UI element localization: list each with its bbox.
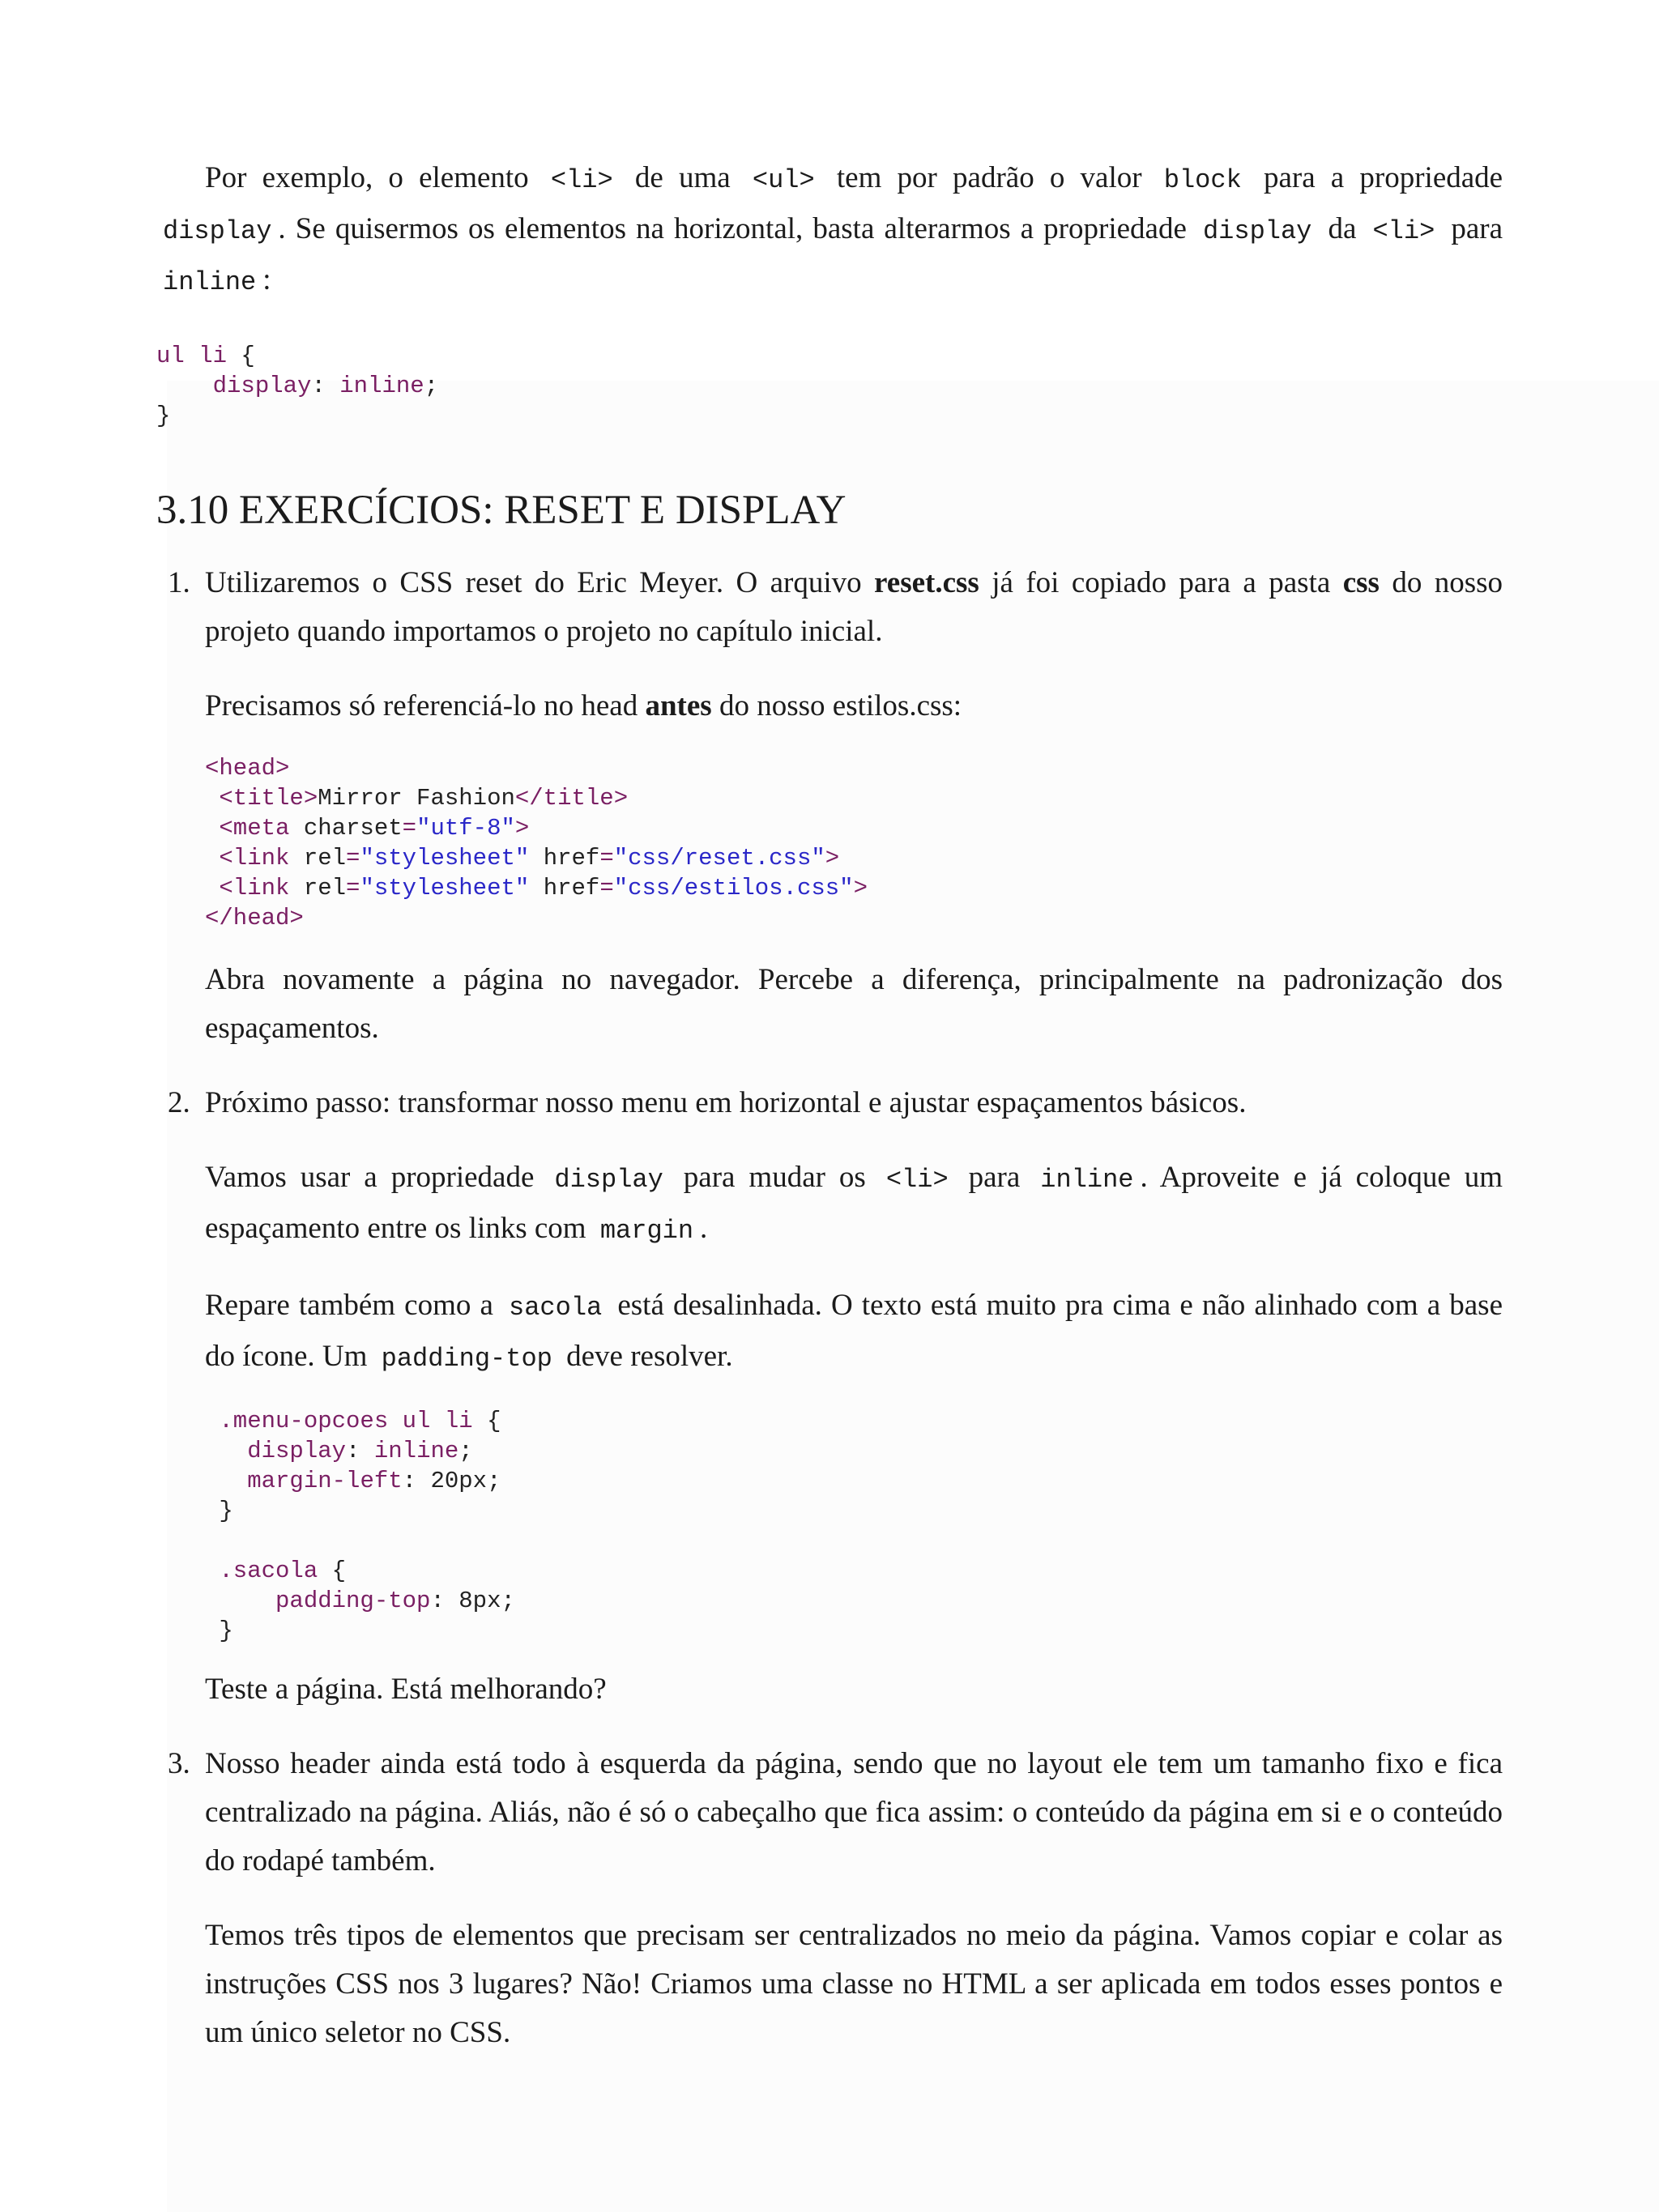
- exercise-paragraph: Próximo passo: transformar nosso menu em horizontal e ajustar espaçamentos básicos.: [205, 1086, 1247, 1119]
- text: do nosso projeto quando importamos o projeto no capítulo inicial.: [205, 566, 1503, 648]
- text: está desalinhada. O texto está muito pra cima e não alinhado com a base do ícone. Um: [205, 1289, 1503, 1373]
- code-punct: :: [346, 1438, 374, 1464]
- exercise-item-1: [156, 559, 1503, 1053]
- code-value: 20px: [430, 1468, 488, 1494]
- code-text: Mirror Fashion: [318, 785, 515, 812]
- inline-code-li: <li>: [550, 165, 613, 195]
- code-attr: charset: [289, 815, 403, 842]
- code-punct: :: [430, 1588, 459, 1614]
- code-selector: .sacola: [219, 1558, 318, 1584]
- code-string: "stylesheet": [360, 875, 530, 901]
- code-property: padding-top: [275, 1588, 431, 1614]
- exercise-paragraph: [205, 1281, 1503, 1383]
- inline-code-padding-top: padding-top: [381, 1344, 552, 1374]
- code-punct: ;: [424, 373, 439, 399]
- text: para mudar os: [683, 1161, 866, 1194]
- code-tag: <link: [219, 845, 290, 872]
- code-attr: rel: [289, 875, 347, 901]
- code-brace: {: [318, 1558, 347, 1584]
- exercise-number: 1.: [168, 566, 190, 599]
- code-tag: <title>: [219, 785, 318, 812]
- text: .: [700, 1212, 708, 1245]
- code-string: "css/estilos.css": [613, 875, 854, 901]
- code-punct: :: [311, 373, 340, 399]
- exercise-paragraph: Nosso header ainda está todo à esquerda da página, sendo que no layout ele tem um tamanho fixo e fica centralizado na página. Aliás, não é só o cabeçalho que fica assim: o conteúdo da página em si e o conteúdo do rodapé também.: [205, 1747, 1503, 1877]
- code-brace: }: [219, 1498, 233, 1524]
- code-brace: }: [219, 1617, 233, 1644]
- inline-code-li: <li>: [1372, 216, 1435, 246]
- intro-text: . Se quisermos os elementos na horizontal, basta alterarmos a propriedade: [278, 212, 1187, 245]
- code-brace: }: [156, 403, 171, 429]
- inline-code-inline: inline: [1040, 1165, 1134, 1195]
- code-tag: >: [825, 845, 840, 872]
- inline-code-block: block: [1163, 165, 1242, 195]
- exercise-paragraph: [205, 682, 1503, 731]
- code-punct: ;: [487, 1468, 501, 1494]
- exercise-number: 3.: [168, 1747, 190, 1780]
- inline-code-margin: margin: [599, 1216, 694, 1246]
- intro-text: de uma: [634, 161, 731, 194]
- inline-code-display: display: [163, 216, 272, 246]
- text: do nosso estilos.css:: [719, 689, 962, 722]
- inline-code-ul: <ul>: [752, 165, 815, 195]
- intro-text: para a propriedade: [1263, 161, 1503, 194]
- code-brace: {: [227, 343, 255, 369]
- bold-emphasis: antes: [645, 689, 712, 722]
- code-attr: href: [529, 845, 600, 872]
- text: Utilizaremos o CSS reset do Eric Meyer. O arquivo: [205, 566, 862, 599]
- exercise-list: [156, 559, 1503, 2057]
- inline-code-display: display: [1202, 216, 1312, 246]
- code-string: "css/reset.css": [613, 845, 825, 872]
- inline-code-display: display: [554, 1165, 663, 1195]
- code-tag: <meta: [219, 815, 290, 842]
- code-tag: <link: [219, 875, 290, 901]
- intro-text: :: [262, 263, 271, 296]
- intro-text: da: [1328, 212, 1357, 245]
- exercise-paragraph: [205, 1153, 1503, 1255]
- code-tag: <head>: [205, 755, 290, 782]
- code-punct: =: [346, 875, 360, 901]
- intro-text: para: [1451, 212, 1503, 245]
- inline-code-li: <li>: [885, 1165, 949, 1195]
- bold-folder: css: [1342, 566, 1380, 599]
- code-punct: =: [402, 815, 417, 842]
- intro-text: tem por padrão o valor: [836, 161, 1142, 194]
- code-string: "utf-8": [416, 815, 515, 842]
- text: para: [968, 1161, 1021, 1194]
- code-punct: ;: [458, 1438, 473, 1464]
- code-tag: </title>: [514, 785, 629, 812]
- exercise-item-2: [156, 1079, 1503, 1714]
- exercise-paragraph: Teste a página. Está melhorando?: [205, 1673, 607, 1706]
- text: já foi copiado para a pasta: [992, 566, 1331, 599]
- code-brace: {: [472, 1408, 501, 1434]
- exercise-paragraph: Abra novamente a página no navegador. Percebe a diferença, principalmente na padronização dos espaçamentos.: [205, 963, 1503, 1045]
- code-string: "stylesheet": [360, 845, 530, 872]
- intro-paragraph: [156, 154, 1503, 307]
- code-punct: =: [599, 845, 614, 872]
- code-block-menu-css: [205, 1406, 1503, 1646]
- code-selector: ul li: [156, 343, 228, 369]
- code-attr: rel: [289, 845, 347, 872]
- section-title: 3.10 EXERCÍCIOS: RESET E DISPLAY: [156, 488, 847, 533]
- exercise-item-3: [156, 1740, 1503, 2057]
- inline-code-inline: inline: [163, 267, 257, 297]
- code-punct: =: [346, 845, 360, 872]
- exercise-paragraph: Temos três tipos de elementos que precisam ser centralizados no meio da página. Vamos copiar e colar as instruções CSS nos 3 lugares? Não! Criamos uma classe no HTML a ser aplicada em todos esses pontos e um único seletor no CSS.: [205, 1919, 1503, 2049]
- code-tag: </head>: [205, 905, 304, 931]
- text: deve resolver.: [566, 1340, 733, 1373]
- text: Vamos usar a propriedade: [205, 1161, 535, 1194]
- code-value: inline: [373, 1438, 459, 1464]
- text: Precisamos só referenciá-lo no head: [205, 689, 638, 722]
- document-content: [156, 154, 1503, 2057]
- code-block-ul-li: [156, 341, 1503, 431]
- code-value: 8px: [458, 1588, 501, 1614]
- text: Repare também como a: [205, 1289, 493, 1322]
- code-block-head: [205, 753, 1503, 933]
- text: . Aproveite e já coloque um espaçamento entre os links com: [205, 1161, 1503, 1245]
- code-property: display: [212, 373, 312, 399]
- code-tag: >: [514, 815, 530, 842]
- code-selector: .menu-opcoes ul li: [219, 1408, 473, 1434]
- bold-filename: reset.css: [874, 566, 979, 599]
- code-tag: >: [853, 875, 868, 901]
- intro-text: Por exemplo, o elemento: [205, 161, 529, 194]
- code-attr: href: [529, 875, 600, 901]
- exercise-paragraph: [205, 559, 1503, 656]
- code-punct: ;: [501, 1588, 515, 1614]
- code-punct: =: [599, 875, 614, 901]
- code-punct: :: [402, 1468, 431, 1494]
- inline-code-sacola: sacola: [509, 1293, 603, 1323]
- code-value: inline: [339, 373, 424, 399]
- exercise-number: 2.: [168, 1086, 190, 1119]
- code-property: margin-left: [247, 1468, 403, 1494]
- code-property: display: [247, 1438, 347, 1464]
